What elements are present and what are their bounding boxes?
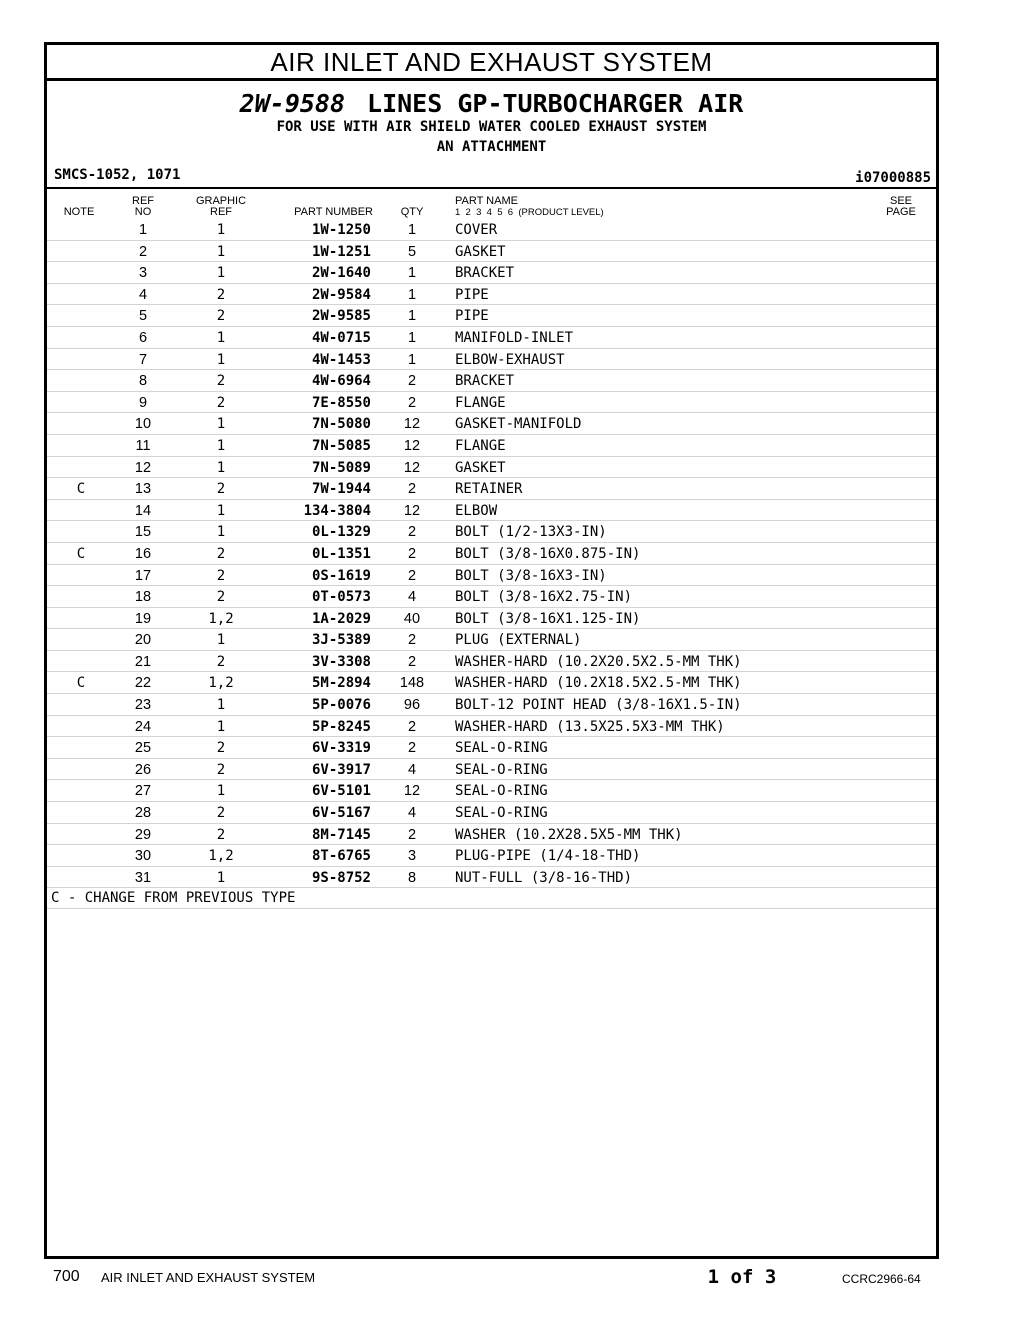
table-row bbox=[47, 586, 936, 608]
table-row bbox=[47, 241, 936, 263]
part-number-cell: 134-3804 bbox=[303, 502, 371, 519]
part-name-cell: RETAINER bbox=[455, 481, 523, 498]
ref-cell: 13 bbox=[134, 481, 152, 498]
smcs-code: SMCS-1052, 1071 bbox=[54, 167, 181, 183]
part-number-cell: 6V-3917 bbox=[311, 761, 371, 778]
group-title bbox=[47, 89, 936, 118]
qty-cell: 2 bbox=[407, 394, 417, 411]
part-number-cell: 5P-8245 bbox=[311, 718, 371, 735]
section-title: AIR INLET AND EXHAUST SYSTEM bbox=[47, 45, 936, 81]
part-name-cell: SEAL-O-RING bbox=[455, 761, 548, 778]
col-graphic-header bbox=[189, 196, 253, 218]
part-number-cell: 4W-6964 bbox=[311, 373, 371, 390]
ref-cell: 27 bbox=[134, 783, 152, 800]
qty-cell: 1 bbox=[407, 351, 417, 368]
graphic-ref-cell: 2 bbox=[216, 826, 226, 843]
col-ref-line1: REF bbox=[132, 195, 154, 207]
part-name-cell: BOLT (3/8-16X2.75-IN) bbox=[455, 589, 633, 606]
part-number-cell: 4W-0715 bbox=[311, 329, 371, 346]
table-row bbox=[47, 543, 936, 565]
usage-note: FOR USE WITH AIR SHIELD WATER COOLED EXHAUST SYSTEM bbox=[276, 119, 707, 135]
graphic-ref-cell: 2 bbox=[216, 308, 226, 325]
qty-cell: 12 bbox=[403, 783, 421, 800]
qty-cell: 2 bbox=[407, 826, 417, 843]
qty-cell: 2 bbox=[407, 524, 417, 541]
part-name-cell: MANIFOLD-INLET bbox=[455, 329, 574, 346]
col-part-number-header: PART NUMBER bbox=[294, 206, 373, 218]
part-name-cell: WASHER-HARD (13.5X25.5X3-MM THK) bbox=[455, 718, 725, 735]
qty-cell: 12 bbox=[403, 502, 421, 519]
ref-cell: 11 bbox=[135, 437, 151, 454]
qty-cell: 2 bbox=[407, 653, 417, 670]
ref-cell: 16 bbox=[134, 545, 152, 562]
part-name-cell: PIPE bbox=[455, 308, 489, 325]
ref-cell: 20 bbox=[134, 632, 152, 649]
table-row bbox=[47, 349, 936, 371]
graphic-ref-cell: 1 bbox=[216, 437, 226, 454]
note-cell: C bbox=[76, 675, 86, 692]
qty-cell: 12 bbox=[403, 437, 421, 454]
table-row bbox=[47, 219, 936, 241]
col-graphic-line1: GRAPHIC bbox=[195, 195, 247, 207]
part-number-cell: 3V-3308 bbox=[311, 653, 371, 670]
col-see-page-header bbox=[877, 196, 925, 218]
table-row bbox=[47, 262, 936, 284]
graphic-ref-cell: 1 bbox=[216, 783, 226, 800]
part-number-cell: 0L-1329 bbox=[311, 524, 371, 541]
table-row bbox=[47, 845, 936, 867]
table-row bbox=[47, 565, 936, 587]
part-name-cell: SEAL-O-RING bbox=[455, 805, 548, 822]
part-name-cell: PLUG (EXTERNAL) bbox=[455, 632, 582, 649]
part-name-cell: SEAL-O-RING bbox=[455, 740, 548, 757]
part-number-cell: 2W-9584 bbox=[311, 286, 371, 303]
part-number-cell: 7N-5085 bbox=[311, 437, 371, 454]
ref-cell: 6 bbox=[138, 329, 148, 346]
graphic-ref-cell: 1 bbox=[216, 459, 226, 476]
qty-cell: 1 bbox=[407, 308, 417, 325]
table-row bbox=[47, 370, 936, 392]
col-ref-line2: NO bbox=[134, 206, 152, 218]
change-legend-row bbox=[47, 888, 936, 909]
ref-cell: 21 bbox=[134, 653, 152, 670]
header-divider bbox=[47, 187, 936, 189]
ref-cell: 18 bbox=[134, 589, 152, 606]
col-note-header: NOTE bbox=[63, 206, 95, 218]
part-number-cell: 0L-1351 bbox=[311, 545, 371, 562]
table-row bbox=[47, 608, 936, 630]
table-row bbox=[47, 716, 936, 738]
document-id: i07000885 bbox=[855, 170, 931, 186]
parts-table bbox=[47, 219, 936, 909]
part-name-cell: WASHER-HARD (10.2X18.5X2.5-MM THK) bbox=[455, 675, 742, 692]
qty-cell: 12 bbox=[403, 416, 421, 433]
part-number-cell: 9S-8752 bbox=[311, 869, 371, 886]
graphic-ref-cell: 1 bbox=[216, 265, 226, 282]
table-row bbox=[47, 629, 936, 651]
page-of: 1 of 3 bbox=[707, 1266, 777, 1288]
table-row bbox=[47, 392, 936, 414]
table-row bbox=[47, 651, 936, 673]
part-number-cell: 0T-0573 bbox=[311, 589, 371, 606]
ref-cell: 24 bbox=[134, 718, 152, 735]
graphic-ref-cell: 1 bbox=[216, 329, 226, 346]
graphic-ref-cell: 2 bbox=[216, 805, 226, 822]
change-legend: C - CHANGE FROM PREVIOUS TYPE bbox=[51, 890, 296, 907]
footer-code: CCRC2966-64 bbox=[842, 1272, 921, 1286]
graphic-ref-cell: 2 bbox=[216, 761, 226, 778]
part-number-cell: 6V-5101 bbox=[311, 783, 371, 800]
part-name-cell: NUT-FULL (3/8-16-THD) bbox=[455, 869, 633, 886]
ref-cell: 3 bbox=[138, 265, 148, 282]
part-name-cell: FLANGE bbox=[455, 394, 506, 411]
qty-cell: 4 bbox=[407, 805, 417, 822]
graphic-ref-cell: 1 bbox=[216, 632, 226, 649]
qty-cell: 1 bbox=[407, 329, 417, 346]
graphic-ref-cell: 2 bbox=[216, 286, 226, 303]
col-see-line2: PAGE bbox=[886, 206, 916, 218]
ref-cell: 9 bbox=[138, 394, 148, 411]
ref-cell: 5 bbox=[138, 308, 148, 325]
col-product-level: 1 2 3 4 5 6 (PRODUCT LEVEL) bbox=[455, 207, 604, 218]
part-number-cell: 7N-5080 bbox=[311, 416, 371, 433]
part-number-cell: 6V-3319 bbox=[311, 740, 371, 757]
table-row bbox=[47, 694, 936, 716]
part-name-cell: BOLT (1/2-13X3-IN) bbox=[455, 524, 607, 541]
part-name-cell: PLUG-PIPE (1/4-18-THD) bbox=[455, 848, 641, 865]
ref-cell: 14 bbox=[134, 502, 152, 519]
graphic-ref-cell: 2 bbox=[216, 567, 226, 584]
table-row bbox=[47, 413, 936, 435]
graphic-ref-cell: 1 bbox=[216, 697, 226, 714]
qty-cell: 96 bbox=[403, 697, 421, 714]
table-row bbox=[47, 500, 936, 522]
ref-cell: 15 bbox=[134, 524, 152, 541]
part-number-cell: 7N-5089 bbox=[311, 459, 371, 476]
ref-cell: 25 bbox=[134, 740, 152, 757]
part-number-cell: 7E-8550 bbox=[311, 394, 371, 411]
graphic-ref-cell: 2 bbox=[216, 545, 226, 562]
part-number-cell: 8M-7145 bbox=[311, 826, 371, 843]
table-row bbox=[47, 672, 936, 694]
part-number-cell: 6V-5167 bbox=[311, 805, 371, 822]
table-row bbox=[47, 759, 936, 781]
qty-cell: 3 bbox=[407, 848, 417, 865]
qty-cell: 2 bbox=[407, 740, 417, 757]
part-name-cell: WASHER (10.2X28.5X5-MM THK) bbox=[455, 826, 683, 843]
ref-cell: 1 bbox=[138, 222, 148, 238]
graphic-ref-cell: 1,2 bbox=[208, 848, 234, 865]
ref-cell: 8 bbox=[138, 373, 148, 390]
part-name-cell: FLANGE bbox=[455, 437, 506, 454]
graphic-ref-cell: 2 bbox=[216, 653, 226, 670]
part-name-cell: WASHER-HARD (10.2X20.5X2.5-MM THK) bbox=[455, 653, 742, 670]
col-see-line1: SEE bbox=[889, 195, 912, 207]
graphic-ref-cell: 2 bbox=[216, 740, 226, 757]
ref-cell: 7 bbox=[138, 351, 148, 368]
qty-cell: 1 bbox=[407, 222, 417, 238]
graphic-ref-cell: 1 bbox=[216, 502, 226, 519]
table-row bbox=[47, 478, 936, 500]
part-name-cell: BOLT (3/8-16X0.875-IN) bbox=[455, 545, 641, 562]
table-row bbox=[47, 327, 936, 349]
col-part-name-line1: PART NAME bbox=[455, 195, 518, 207]
graphic-ref-cell: 1 bbox=[216, 351, 226, 368]
table-row bbox=[47, 802, 936, 824]
graphic-ref-cell: 1,2 bbox=[208, 675, 234, 692]
qty-cell: 2 bbox=[407, 718, 417, 735]
graphic-ref-cell: 1 bbox=[216, 718, 226, 735]
part-name-cell: ELBOW-EXHAUST bbox=[455, 351, 565, 368]
part-number-cell: 5M-2894 bbox=[311, 675, 371, 692]
graphic-ref-cell: 1,2 bbox=[208, 610, 234, 627]
col-qty-header: QTY bbox=[400, 206, 424, 218]
table-row bbox=[47, 780, 936, 802]
table-row bbox=[47, 284, 936, 306]
group-name: LINES GP-TURBOCHARGER AIR bbox=[367, 89, 744, 118]
ref-cell: 28 bbox=[134, 805, 152, 822]
part-number-cell: 1W-1251 bbox=[311, 243, 371, 260]
note-cell: C bbox=[76, 545, 86, 562]
part-number-cell: 1W-1250 bbox=[311, 222, 371, 238]
qty-cell: 2 bbox=[407, 481, 417, 498]
ref-cell: 12 bbox=[134, 459, 152, 476]
parts-list-frame bbox=[44, 42, 939, 1259]
table-row bbox=[47, 305, 936, 327]
part-number-cell: 7W-1944 bbox=[311, 481, 371, 498]
part-name-cell: GASKET-MANIFOLD bbox=[455, 416, 582, 433]
part-number-cell: 2W-1640 bbox=[311, 265, 371, 282]
part-name-cell: BRACKET bbox=[455, 265, 515, 282]
qty-cell: 1 bbox=[407, 286, 417, 303]
graphic-ref-cell: 1 bbox=[216, 222, 226, 238]
part-name-cell: BRACKET bbox=[455, 373, 515, 390]
qty-cell: 2 bbox=[407, 373, 417, 390]
part-name-cell: BOLT-12 POINT HEAD (3/8-16X1.5-IN) bbox=[455, 697, 742, 714]
ref-cell: 23 bbox=[134, 697, 152, 714]
qty-cell: 148 bbox=[399, 675, 425, 692]
graphic-ref-cell: 1 bbox=[216, 869, 226, 886]
qty-cell: 1 bbox=[407, 265, 417, 282]
part-name-cell: SEAL-O-RING bbox=[455, 783, 548, 800]
ref-cell: 22 bbox=[134, 675, 152, 692]
attachment-note: AN ATTACHMENT bbox=[436, 139, 547, 155]
table-row bbox=[47, 824, 936, 846]
part-name-cell: BOLT (3/8-16X1.125-IN) bbox=[455, 610, 641, 627]
part-name-cell: COVER bbox=[455, 222, 498, 238]
graphic-ref-cell: 1 bbox=[216, 416, 226, 433]
footer-section: AIR INLET AND EXHAUST SYSTEM bbox=[101, 1270, 316, 1285]
table-row bbox=[47, 867, 936, 889]
ref-cell: 29 bbox=[134, 826, 152, 843]
graphic-ref-cell: 1 bbox=[216, 524, 226, 541]
part-name-cell: ELBOW bbox=[455, 502, 498, 519]
page-number: 700 bbox=[53, 1268, 80, 1285]
ref-cell: 4 bbox=[138, 286, 148, 303]
qty-cell: 40 bbox=[403, 610, 421, 627]
group-part-number: 2W-9588 bbox=[239, 89, 346, 118]
graphic-ref-cell: 2 bbox=[216, 589, 226, 606]
graphic-ref-cell: 2 bbox=[216, 481, 226, 498]
ref-cell: 30 bbox=[134, 848, 152, 865]
ref-cell: 2 bbox=[138, 243, 148, 260]
table-row bbox=[47, 737, 936, 759]
ref-cell: 31 bbox=[134, 869, 152, 886]
col-part-name-header bbox=[455, 196, 604, 218]
qty-cell: 4 bbox=[407, 589, 417, 606]
qty-cell: 2 bbox=[407, 545, 417, 562]
part-name-cell: PIPE bbox=[455, 286, 489, 303]
ref-cell: 17 bbox=[134, 567, 152, 584]
graphic-ref-cell: 1 bbox=[216, 243, 226, 260]
qty-cell: 4 bbox=[407, 761, 417, 778]
table-row bbox=[47, 435, 936, 457]
part-number-cell: 4W-1453 bbox=[311, 351, 371, 368]
col-graphic-line2: REF bbox=[210, 206, 232, 218]
qty-cell: 12 bbox=[403, 459, 421, 476]
part-number-cell: 0S-1619 bbox=[311, 567, 371, 584]
qty-cell: 2 bbox=[407, 567, 417, 584]
graphic-ref-cell: 2 bbox=[216, 373, 226, 390]
ref-cell: 10 bbox=[134, 416, 152, 433]
ref-cell: 19 bbox=[134, 610, 152, 627]
part-name-cell: GASKET bbox=[455, 243, 506, 260]
table-row bbox=[47, 457, 936, 479]
part-number-cell: 5P-0076 bbox=[311, 697, 371, 714]
qty-cell: 2 bbox=[407, 632, 417, 649]
col-ref-header bbox=[127, 196, 159, 218]
part-name-cell: BOLT (3/8-16X3-IN) bbox=[455, 567, 607, 584]
part-number-cell: 3J-5389 bbox=[311, 632, 371, 649]
part-name-cell: GASKET bbox=[455, 459, 506, 476]
qty-cell: 8 bbox=[407, 869, 417, 886]
qty-cell: 5 bbox=[407, 243, 417, 260]
table-row bbox=[47, 521, 936, 543]
ref-cell: 26 bbox=[134, 761, 152, 778]
part-number-cell: 8T-6765 bbox=[311, 848, 371, 865]
note-cell: C bbox=[76, 481, 86, 498]
graphic-ref-cell: 2 bbox=[216, 394, 226, 411]
part-number-cell: 1A-2029 bbox=[311, 610, 371, 627]
part-number-cell: 2W-9585 bbox=[311, 308, 371, 325]
